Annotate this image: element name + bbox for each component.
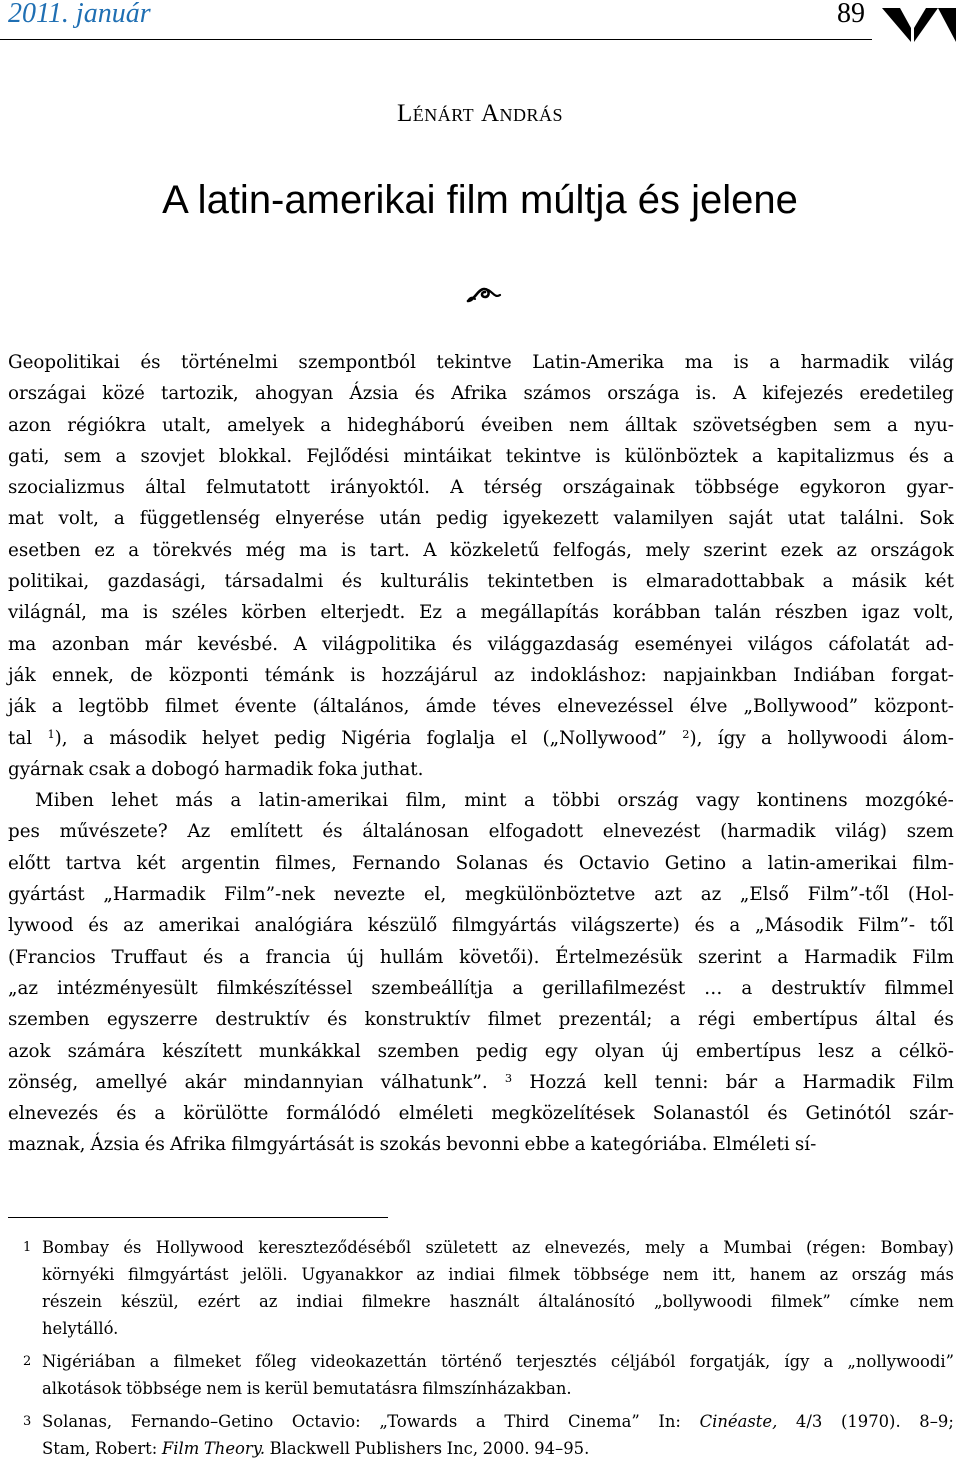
publisher-logo-icon xyxy=(880,4,958,46)
footnote-line: Bombay és Hollywood kereszteződéséből született az elnevezés, mely a Mumbai (régen: Bombay) xyxy=(42,1238,954,1257)
header-date: 2011. január xyxy=(8,0,151,29)
footnote-number: 3 xyxy=(23,1414,32,1429)
footnote-line: alkotások többsége nem is kerül bemutatásra filmszínházakban. xyxy=(42,1379,572,1398)
body-line: (Francios Truffaut és a francia új hullám követői). Értelmezésük szerint a Harmadik Film xyxy=(8,946,954,968)
body-line: előtt tartva két argentin filmes, Fernando Solanas és Octavio Getino a latin-amerikai film- xyxy=(8,852,954,874)
body-line: világnál, ma is széles körben elterjedt. Ez a megállapítás korábban talán részben igaz volt, xyxy=(8,602,954,624)
body-line: gyártást „Harmadik Film”-nek nevezte el, megkülönböztetve azt az „Első Film”-től (Hol- xyxy=(8,884,954,906)
body-line: lywood és az amerikai analógiára készülő filmgyártás világszerte) és a „Második Film”- től xyxy=(8,915,954,937)
body-line: szocializmus által felmutatott irányoktól. A térség országainak többsége egykoron gyar- xyxy=(8,477,954,499)
body-line: Miben lehet más a latin-amerikai film, mint a többi ország vagy kontinens mozgóké- xyxy=(35,790,954,812)
body-line: Geopolitikai és történelmi szempontból tekintve Latin-Amerika ma is a harmadik világ xyxy=(8,352,954,373)
body-line: zönség, amellyé akár mindannyian válhatunk”. $^3$ Hozzá kell tenni: bár a Harmadik Film xyxy=(8,1070,954,1093)
author-name xyxy=(0,100,960,128)
footnote-line: Solanas, Fernando–Getino Octavio: „Towards a Third Cinema” In: Cinéaste, 4/3 (1970). 8–9; xyxy=(42,1412,954,1431)
body-line: mat volt, a függetlenség elnyerése után pedig igyekezett valamilyen saját utat találni. Sok xyxy=(8,508,954,530)
article-title: A latin-amerikai film múltja és jelene xyxy=(162,178,798,222)
footnote-ref: 3 xyxy=(504,1070,513,1085)
body-line: azon régiókra utalt, amelyek a hidegháború éveiben nem álltak szövetségben sem a nyu- xyxy=(8,414,954,436)
footnote-number: 2 xyxy=(23,1354,32,1369)
footnote-ref: 2 xyxy=(682,726,690,741)
page-number: 89 xyxy=(837,0,865,29)
body-text xyxy=(8,347,954,1161)
body-line: szemben egyszerre destruktív és konstruktív filmet prezentál; a régi embertípus által és xyxy=(8,1009,954,1031)
body-line: gyárnak csak a dobogó harmadik foka juthat. xyxy=(8,758,424,780)
footnote xyxy=(8,1408,954,1462)
body-line: ma azonban már kevésbé. A világpolitika és világgazdaság eseményei világos cáfolatát ad- xyxy=(8,633,954,655)
footnote-line: részein készül, ezért az indiai filmekre használt általánosító „bollywoodi filmek” címke nem xyxy=(42,1292,954,1311)
author-last-rest: NDRÁS xyxy=(499,105,564,125)
author-first-rest: ÉNÁRT xyxy=(412,105,475,125)
body-line: esetben ez a törekvés még ma is tart. A közkeletű felfogás, mely szerint ezek az országok xyxy=(8,539,954,561)
footnote-line: Nigériában a filmeket főleg videokazettán történő terjesztés céljából forgatják, így a „nollywoodi” xyxy=(42,1352,954,1371)
body-line: gati, sem a szovjet blokkal. Fejlődési mintáikat tekintve is különböztek a kapitalizmus és a xyxy=(8,445,954,467)
footnote-number: 1 xyxy=(23,1240,32,1255)
footnotes xyxy=(8,1234,954,1462)
fleuron-ornament-icon xyxy=(466,285,502,305)
body-line: pes művészete? Az említett és általánosan elfogadott elnevezést (harmadik világ) szem xyxy=(8,821,954,843)
body-line: tal $^1$), a második helyet pedig Nigéria foglalja el („Nollywood” $^2$), így a hollywoodi álom- xyxy=(8,726,954,749)
footnote-line: Stam, Robert: Film Theory. Blackwell Publishers Inc, 2000. 94–95. xyxy=(42,1439,590,1458)
body-line: azok számára készített munkákkal szemben pedig egy olyan új embertípus lesz a célkö- xyxy=(8,1040,954,1062)
body-line: ják ennek, de központi témánk is hozzájárul az indokláshoz: napjainkban Indiában forgat- xyxy=(8,664,954,686)
body-line: politikai, gazdasági, társadalmi és kulturális tekintetben is elmaradottabbak a másik két xyxy=(8,571,954,593)
running-header xyxy=(0,0,960,50)
footnote xyxy=(8,1348,954,1402)
footnote-line: környéki filmgyártást jelöli. Ugyanakkor az indiai filmek többsége nem itt, hanem az ország más xyxy=(42,1265,954,1284)
footnote-rule xyxy=(8,1217,388,1218)
author-last-initial: A xyxy=(480,100,500,127)
footnote-ref: 1 xyxy=(47,726,55,741)
footnote-line: helytálló. xyxy=(42,1319,119,1338)
author-first-initial: L xyxy=(396,100,413,127)
header-rule xyxy=(0,39,872,40)
footnote xyxy=(8,1234,954,1342)
body-line: országai közé tartozik, ahogyan Ázsia és Afrika számos országa is. A kifejezés eredetileg xyxy=(8,383,954,405)
body-line: elnevezés és a körülötte formálódó elméleti megközelítések Solanastól és Getinótól szár- xyxy=(8,1103,954,1125)
body-line: ják a legtöbb filmet évente (általános, ámde téves elnevezéssel élve „Bollywood” központ- xyxy=(8,696,954,718)
body-line: „az intézményesült filmkészítéssel szembeállítja a gerillafilmezést … a destruktív filmmel xyxy=(8,977,954,999)
body-line: maznak, Ázsia és Afrika filmgyártását is szokás bevonni ebbe a kategóriába. Elméleti sí- xyxy=(8,1134,817,1156)
